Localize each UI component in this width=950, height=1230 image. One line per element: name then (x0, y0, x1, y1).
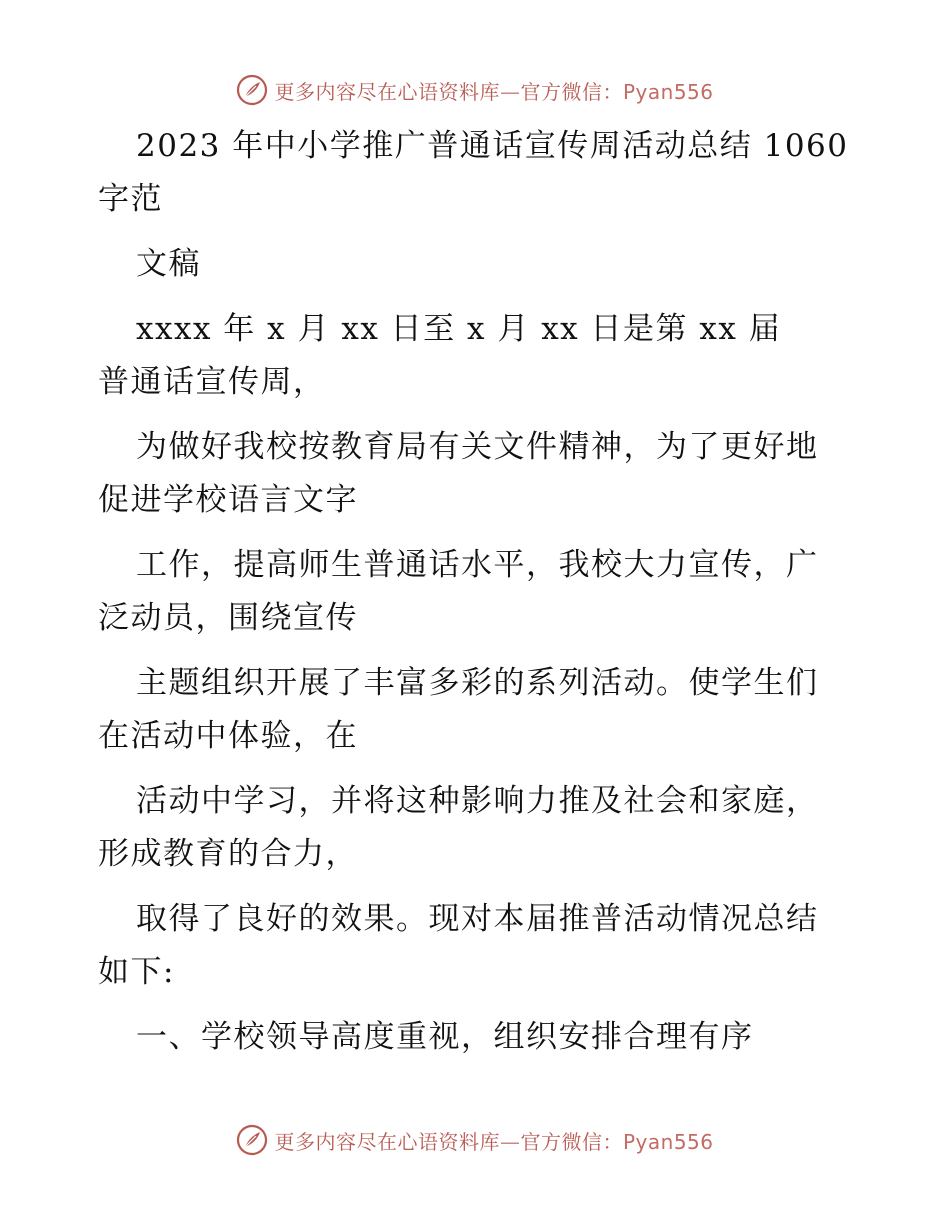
text-line: 如下: (98, 954, 175, 990)
text-line: 一、学校领导高度重视，组织安排合理有序 (136, 1019, 754, 1055)
paragraph (98, 657, 858, 763)
document-body (98, 120, 858, 1076)
text-line: 形成教育的合力， (98, 836, 358, 872)
banner-text: 更多内容尽在心语资料库—官方微信：Pyan556 (274, 1129, 714, 1154)
text-line: 取得了良好的效果。现对本届推普活动情况总结 (136, 901, 819, 937)
text-line: 在活动中体验，在 (98, 718, 358, 754)
paragraph (98, 775, 858, 881)
text-line: 泛动员，围绕宣传 (98, 600, 358, 636)
header-watermark-banner (0, 70, 950, 110)
paragraph (98, 893, 858, 999)
text-line: 促进学校语言文字 (98, 482, 358, 518)
feather-pen-icon (236, 74, 268, 106)
banner-text: 更多内容尽在心语资料库—官方微信：Pyan556 (274, 79, 714, 104)
text-line: 主题组织开展了丰富多彩的系列活动。使学生们 (136, 665, 819, 701)
paragraph (98, 539, 858, 645)
paragraph (98, 421, 858, 527)
text-line: 为做好我校按教育局有关文件精神，为了更好地 (136, 429, 819, 465)
paragraph (98, 303, 858, 409)
text-line: 文稿 (136, 246, 201, 282)
footer-watermark-banner (0, 1120, 950, 1160)
text-line: 字范 (98, 181, 163, 217)
paragraph-title (98, 120, 858, 226)
paragraph (98, 238, 858, 291)
text-line: 2023 年中小学推广普通话宣传周活动总结 1060 (136, 128, 849, 164)
text-line: 普通话宣传周， (98, 364, 326, 400)
feather-pen-icon (236, 1124, 268, 1156)
text-line: xxxx 年 x 月 xx 日至 x 月 xx 日是第 xx 届 (136, 311, 782, 347)
text-line: 活动中学习，并将这种影响力推及社会和家庭， (136, 783, 819, 819)
text-line: 工作，提高师生普通话水平，我校大力宣传，广 (136, 547, 819, 583)
section-heading (98, 1011, 858, 1064)
